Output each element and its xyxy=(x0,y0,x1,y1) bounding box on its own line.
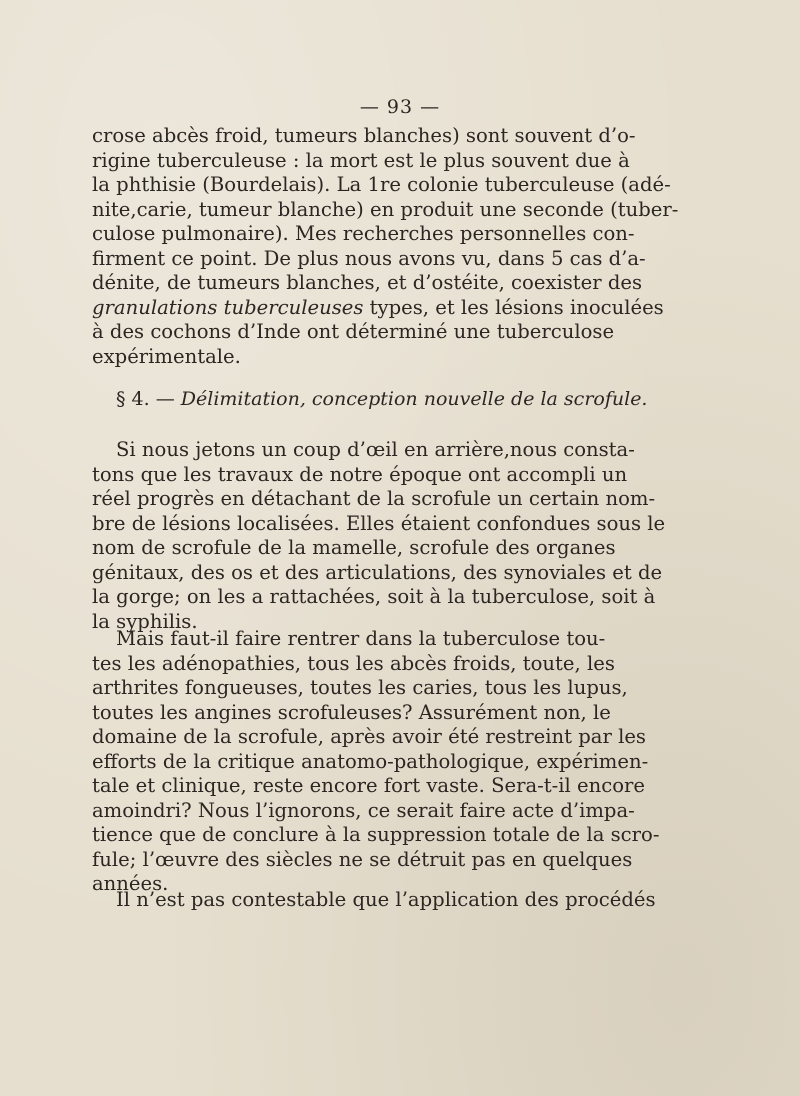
text-line: Il n’est pas contestable que l’application des procédés xyxy=(116,888,656,911)
paragraph-2 xyxy=(92,438,666,634)
text-line: Si nous jetons un coup d’œil en arrière,nous consta- xyxy=(116,438,635,461)
text-line: tes les adénopathies, tous les abcès froids, toute, les xyxy=(92,651,615,675)
text-line: arthrites fongueuses, toutes les caries, tous les lupus, xyxy=(92,676,628,699)
text-line: à des cochons d’Inde ont déterminé une tuberculose xyxy=(92,320,615,343)
text-line: granulations tuberculeuses types, et les lésions inoculées xyxy=(92,295,664,319)
emphasis-text: granulations tuberculeuses xyxy=(92,295,364,319)
text-line: firment ce point. De plus nous avons vu, dans 5 cas d’a- xyxy=(92,246,646,270)
text-line: bre de lésions localisées. Elles étaient confondues sous le xyxy=(92,511,666,535)
text-line: domaine de la scrofule, après avoir été restreint par les xyxy=(92,725,646,748)
paragraph-4 xyxy=(92,888,656,913)
text-line: expérimentale. xyxy=(92,344,241,368)
text-line: dénite, de tumeurs blanches, et d’ostéite, coexister des xyxy=(92,271,643,294)
text-line: nom de scrofule de la mamelle, scrofule des organes xyxy=(92,536,616,559)
text-line: Mais faut-il faire rentrer dans la tuberculose tou- xyxy=(116,627,606,650)
text-line: années. xyxy=(92,872,169,895)
text-line: génitaux, des os et des articulations, des synoviales et de xyxy=(92,560,663,584)
section-title: Délimitation, conception nouvelle de la scrofule. xyxy=(180,388,648,410)
paragraph-1 xyxy=(92,124,679,369)
text-line: toutes les angines scrofuleuses? Assurément non, le xyxy=(92,700,611,724)
text-line: tons que les travaux de notre époque ont accompli un xyxy=(92,462,628,486)
text-line: réel progrès en détachant de la scrofule un certain nom- xyxy=(92,487,656,510)
text-line: nite,carie, tumeur blanche) en produit une seconde (tuber- xyxy=(92,197,679,221)
text-line: fule; l’œuvre des siècles ne se détruit pas en quelques xyxy=(92,847,633,871)
text-line: crose abcès froid, tumeurs blanches) sont souvent d’o- xyxy=(92,124,636,147)
section-heading xyxy=(116,388,648,410)
page-number: — 93 — xyxy=(359,96,441,118)
text-line: la phthisie (Bourdelais). La 1re colonie tuberculeuse (adé- xyxy=(92,173,671,196)
paragraph-3 xyxy=(92,627,660,897)
text-line: amoindri? Nous l’ignorons, ce serait faire acte d’impa- xyxy=(92,798,635,822)
text-line: la gorge; on les a rattachées, soit à la tuberculose, soit à xyxy=(92,585,656,608)
text-line: culose pulmonaire). Mes recherches personnelles con- xyxy=(92,222,635,245)
text-line: la syphilis. xyxy=(92,609,198,633)
section-number: § 4. — xyxy=(116,388,175,410)
text-line: tience que de conclure à la suppression totale de la scro- xyxy=(92,823,660,846)
text-line: rigine tuberculeuse : la mort est le plus souvent due à xyxy=(92,148,630,172)
text-line: tale et clinique, reste encore fort vaste. Sera-t-il encore xyxy=(92,774,645,797)
text-line: efforts de la critique anatomo-pathologique, expérimen- xyxy=(92,749,649,773)
